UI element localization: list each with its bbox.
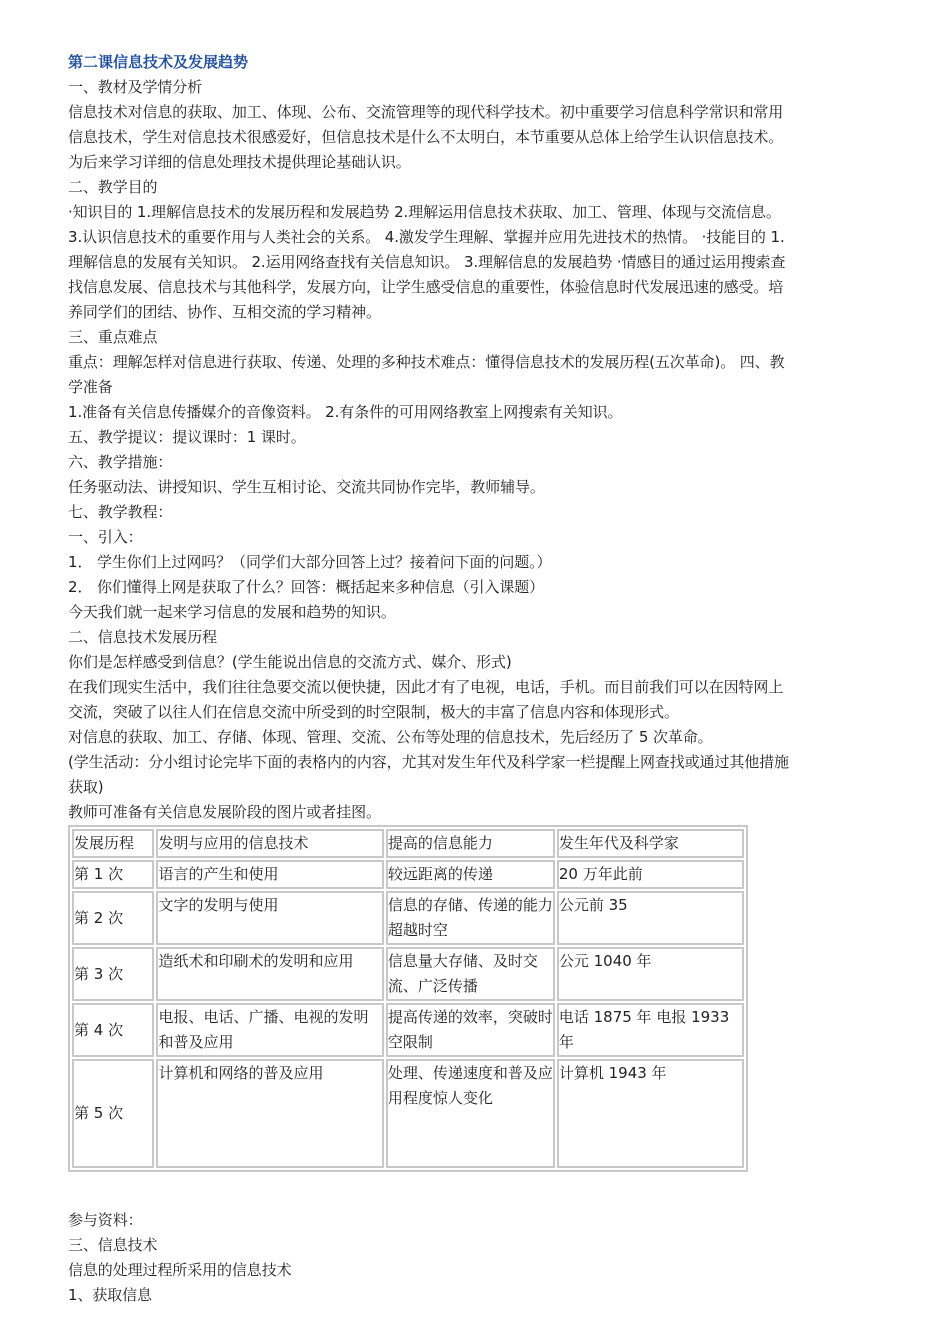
body-text — [68, 75, 883, 825]
table-cell: 第 3 次 — [72, 947, 154, 1001]
text-line: 在我们现实生活中，我们往往急要交流以便快捷，因此才有了电视，电话，手机。而目前我们可以在因特网上 — [68, 678, 784, 696]
text-line: 养同学们的团结、协作、互相交流的学习精神。 — [68, 303, 381, 321]
table-header-cell: 发明与应用的信息技术 — [156, 829, 383, 858]
table-cell: 第 4 次 — [72, 1003, 154, 1057]
text-line: ·知识目的 1.理解信息技术的发展历程和发展趋势 2.理解运用信息技术获取、加工、管理、体现与交流信息。 — [68, 203, 781, 221]
table-cell: 提高传递的效率，突破时空限制 — [386, 1003, 555, 1057]
text-line: 今天我们就一起来学习信息的发展和趋势的知识。 — [68, 603, 396, 621]
text-line: 获取) — [68, 778, 104, 796]
table-cell: 第 1 次 — [72, 860, 154, 889]
text-line: 教师可准备有关信息发展阶段的图片或者挂图。 — [68, 803, 381, 821]
text-line: 二、信息技术发展历程 — [68, 628, 218, 646]
text-line: 1． 学生你们上过网吗？（同学们大部分回答上过？接着问下面的问题。） — [68, 553, 552, 571]
text-line: 七、教学教程： — [68, 503, 173, 521]
text-line: 一、引入： — [68, 528, 143, 546]
text-line: 信息技术，学生对信息技术很感爱好，但信息技术是什么不太明白，本节重要从总体上给学生认识信息技术。 — [68, 128, 784, 146]
table-cell: 语言的产生和使用 — [156, 860, 383, 889]
table-cell: 信息的存储、传递的能力超越时空 — [386, 891, 555, 945]
table-header-row — [72, 829, 744, 858]
table-cell: 电报、电话、广播、电视的发明和普及应用 — [156, 1003, 383, 1057]
table-cell: 计算机 1943 年 — [557, 1059, 744, 1168]
reference-line: 信息的处理过程所采用的信息技术 — [68, 1261, 292, 1279]
text-line: 1.准备有关信息传播媒介的音像资料。 2.有条件的可用网络教室上网搜索有关知识。 — [68, 403, 623, 421]
table-header-cell: 提高的信息能力 — [386, 829, 555, 858]
text-line: 三、重点难点 — [68, 328, 158, 346]
reference-text — [68, 1208, 883, 1308]
table-row — [72, 860, 744, 889]
text-line: 任务驱动法、讲授知识、学生互相讨论、交流共同协作完毕，教师辅导。 — [68, 478, 545, 496]
text-line: 一、教材及学情分析 — [68, 78, 203, 96]
text-line: (学生活动：分小组讨论完毕下面的表格内的内容，尤其对发生年代及科学家一栏提醒上网查找或通过其他措施 — [68, 753, 789, 771]
text-line: 学准备 — [68, 378, 113, 396]
table-cell: 公元前 35 — [557, 891, 744, 945]
table-header-cell: 发展历程 — [72, 829, 154, 858]
table-row — [72, 891, 744, 945]
text-line: 对信息的获取、加工、存储、体现、管理、交流、公布等处理的信息技术，先后经历了 5 次革命。 — [68, 728, 713, 746]
reference-line: 1、获取信息 — [68, 1286, 152, 1304]
text-line: 理解信息的发展有关知识。 2.运用网络查找有关信息知识。 3.理解信息的发展趋势 ·情感目的通过运用搜索查 — [68, 253, 786, 271]
table-row — [72, 1059, 744, 1168]
text-line: 2． 你们懂得上网是获取了什么？回答：概括起来多种信息（引入课题） — [68, 578, 545, 596]
table-cell: 造纸术和印刷术的发明和应用 — [156, 947, 383, 1001]
text-line: 五、教学提议：提议课时：1 课时。 — [68, 428, 306, 446]
table-cell: 电话 1875 年 电报 1933 年 — [557, 1003, 744, 1057]
lesson-title: 第二课信息技术及发展趋势 — [68, 53, 249, 71]
table-cell: 公元 1040 年 — [557, 947, 744, 1001]
reference-line: 三、信息技术 — [68, 1236, 158, 1254]
text-line: 你们是怎样感受到信息？(学生能说出信息的交流方式、媒介、形式) — [68, 653, 512, 671]
table-cell: 第 5 次 — [72, 1059, 154, 1168]
table-cell: 计算机和网络的普及应用 — [156, 1059, 383, 1168]
table-row — [72, 1003, 744, 1057]
text-line: 找信息发展、信息技术与其他科学，发展方向，让学生感受信息的重要性，体验信息时代发展迅速的感受。培 — [68, 278, 784, 296]
revolution-table — [68, 825, 748, 1172]
text-line: 信息技术对信息的获取、加工、体现、公布、交流管理等的现代科学技术。初中重要学习信息科学常识和常用 — [68, 103, 784, 121]
reference-line: 参与资料： — [68, 1211, 143, 1229]
table-header-cell: 发生年代及科学家 — [557, 829, 744, 858]
text-line: 为后来学习详细的信息处理技术提供理论基础认识。 — [68, 153, 411, 171]
table-cell: 处理、传递速度和普及应用程度惊人变化 — [386, 1059, 555, 1168]
text-line: 六、教学措施： — [68, 453, 173, 471]
document-content — [68, 50, 883, 1308]
text-line: 交流，突破了以往人们在信息交流中所受到的时空限制，极大的丰富了信息内容和体现形式。 — [68, 703, 679, 721]
table-cell: 第 2 次 — [72, 891, 154, 945]
text-line: 二、教学目的 — [68, 178, 158, 196]
table-cell: 文字的发明与使用 — [156, 891, 383, 945]
table-cell: 信息量大存储、及时交流、广泛传播 — [386, 947, 555, 1001]
table-cell: 20 万年此前 — [557, 860, 744, 889]
text-line: 重点：理解怎样对信息进行获取、传递、处理的多种技术难点：懂得信息技术的发展历程(五次革命)。 四、教 — [68, 353, 785, 371]
text-line: 3.认识信息技术的重要作用与人类社会的关系。 4.激发学生理解、掌握并应用先进技术的热情。 ·技能目的 1. — [68, 228, 785, 246]
table-row — [72, 947, 744, 1001]
table-cell: 较远距离的传递 — [386, 860, 555, 889]
